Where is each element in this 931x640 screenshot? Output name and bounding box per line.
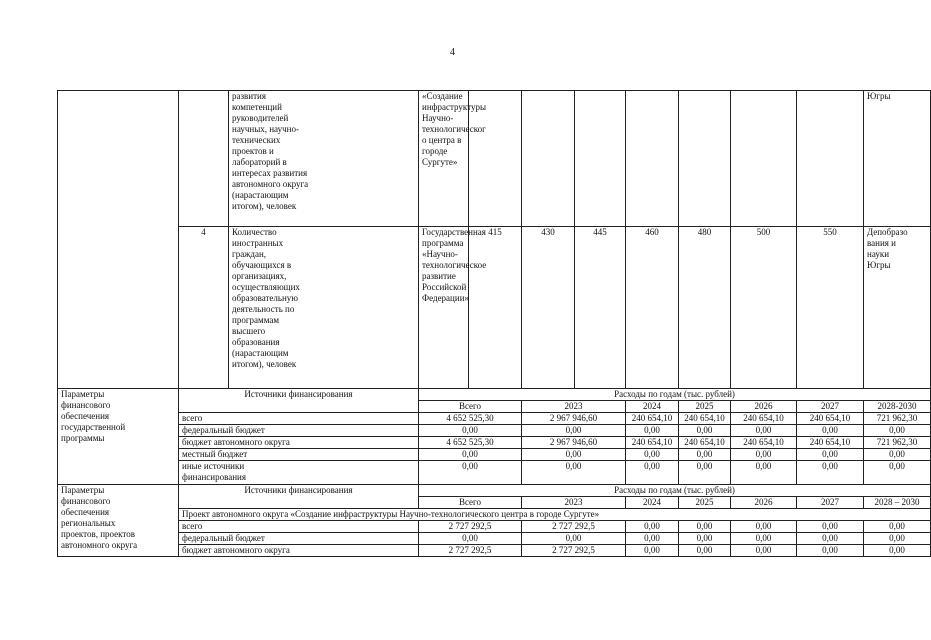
indicator-value: 480 [679,227,731,389]
finance-value: 4 652 525,30 [419,437,522,449]
finance-value: 240 654,10 [679,437,731,449]
finance-value: 0,00 [797,425,864,437]
finance-value: 0,00 [797,461,864,485]
finance-value: 2 727 292,5 [419,521,522,533]
finance-source: федеральный бюджет [179,533,419,545]
indicator-value [679,91,731,227]
finance-value: 0,00 [731,521,797,533]
column-header: 2025 [679,401,731,413]
finance-value: 721 962,30 [864,437,931,449]
finance-value: 0,00 [731,461,797,485]
finance-value: 0,00 [797,521,864,533]
finance-value: 0,00 [679,461,731,485]
finance-value: 0,00 [679,449,731,461]
indicator-row [58,91,931,227]
finance-value: 0,00 [522,533,626,545]
finance-value: 0,00 [731,425,797,437]
finance-row [58,533,931,545]
column-header: 2028 – 2030 [864,497,931,509]
indicator-program: Государственная программа «Научно- технологическое развитие Российской Федерации» [419,227,469,389]
indicator-program: «Создание инфраструктуры Научно- технологическог о центра в городе Сургуте» [419,91,469,227]
finance-value: 0,00 [419,461,522,485]
indicator-responsible: Югры [864,91,931,227]
finance-value: 0,00 [731,533,797,545]
finance-value: 0,00 [419,449,522,461]
finance-value: 0,00 [797,533,864,545]
finance-value: 0,00 [731,545,797,557]
finance-value: 240 654,10 [626,413,679,425]
indicator-value: 445 [575,227,626,389]
finance-value: 0,00 [419,533,522,545]
finance-value: 4 652 525,30 [419,413,522,425]
column-header: 2026 [731,497,797,509]
finance-source: иные источники финансирования [179,461,419,485]
column-header: Всего [419,497,522,509]
finance-row [58,425,931,437]
finance-row [58,449,931,461]
finance-value: 0,00 [522,461,626,485]
finance-value: 240 654,10 [797,413,864,425]
finance-row [58,413,931,425]
indicator-number: 4 [179,227,229,389]
indicator-number [179,91,229,227]
finance-value: 0,00 [626,533,679,545]
state-finance-label: Параметры финансового обеспечения государственной программы [58,389,179,485]
indicator-responsible: Депобразо вания и науки Югры [864,227,931,389]
regional-finance-label: Параметры финансового обеспечения региональных проектов, проектов автономного округа [58,485,179,557]
finance-value: 0,00 [626,545,679,557]
finance-value: 0,00 [864,545,931,557]
sources-header: Источники финансирования [179,389,419,413]
column-header: 2026 [731,401,797,413]
page-number: 4 [450,47,455,58]
finance-value: 2 727 292,5 [522,545,626,557]
expenses-header: Расходы по годам (тыс. рублей) [419,485,931,497]
finance-value: 0,00 [679,425,731,437]
finance-value: 0,00 [679,545,731,557]
project-title: Проект автономного округа «Создание инфраструктуры Научно-технологического центра в городе Сургуте» [179,509,931,521]
finance-value: 240 654,10 [679,413,731,425]
indicator-value [626,91,679,227]
indicator-value [522,91,575,227]
finance-value: 0,00 [679,533,731,545]
indicator-value: 500 [731,227,797,389]
finance-value: 0,00 [626,461,679,485]
finance-value: 2 727 292,5 [522,521,626,533]
finance-value: 240 654,10 [626,437,679,449]
expenses-header: Расходы по годам (тыс. рублей) [419,389,931,401]
finance-value: 0,00 [797,545,864,557]
finance-value: 0,00 [679,521,731,533]
finance-row [58,545,931,557]
finance-value: 2 727 292,5 [419,545,522,557]
finance-row [58,437,931,449]
column-header: 2024 [626,497,679,509]
finance-value: 0,00 [797,449,864,461]
indicator-row [58,227,931,389]
finance-source: всего [179,521,419,533]
finance-value: 0,00 [864,449,931,461]
finance-value: 2 967 946,60 [522,413,626,425]
column-header: 2025 [679,497,731,509]
finance-value: 0,00 [864,461,931,485]
finance-value: 240 654,10 [731,413,797,425]
indicator-value: 550 [797,227,864,389]
sources-header: Источники финансирования [179,485,419,509]
finance-value: 0,00 [864,521,931,533]
column-header: 2028-2030 [864,401,931,413]
column-header: Всего [419,401,522,413]
column-header: 2023 [522,401,626,413]
finance-value: 0,00 [626,425,679,437]
column-header: 2027 [797,401,864,413]
indicator-value [797,91,864,227]
finance-value: 240 654,10 [797,437,864,449]
finance-value: 721 962,30 [864,413,931,425]
indicator-value [731,91,797,227]
indicator-value: 430 [522,227,575,389]
finance-source: бюджет автономного округа [179,437,419,449]
finance-value: 240 654,10 [731,437,797,449]
finance-source: местный бюджет [179,449,419,461]
finance-value: 0,00 [731,449,797,461]
finance-value: 0,00 [522,449,626,461]
finance-row [58,521,931,533]
finance-value: 0,00 [626,449,679,461]
finance-value: 0,00 [864,533,931,545]
finance-value: 0,00 [419,425,522,437]
finance-source: всего [179,413,419,425]
finance-value: 0,00 [522,425,626,437]
indicator-value: 415 [469,227,522,389]
program-passport-table [57,90,931,557]
indicator-value [575,91,626,227]
column-header: 2023 [522,497,626,509]
finance-source: бюджет автономного округа [179,545,419,557]
finance-row [58,461,931,485]
column-header: 2024 [626,401,679,413]
finance-value: 2 967 946,60 [522,437,626,449]
indicator-name: Количество иностранных граждан, обучающихся в организациях, осуществляющих образовательную деятельность по программам высшего образования (нарастающим итогом), человек [229,227,419,389]
finance-value: 0,00 [864,425,931,437]
indicator-value: 460 [626,227,679,389]
finance-source: федеральный бюджет [179,425,419,437]
indicator-name: развития компетенций руководителей научных, научно- технических проектов и лабораторий в интересах развития автономного округа (нарастающим итогом), человек [229,91,419,227]
finance-value: 0,00 [626,521,679,533]
column-header: 2027 [797,497,864,509]
